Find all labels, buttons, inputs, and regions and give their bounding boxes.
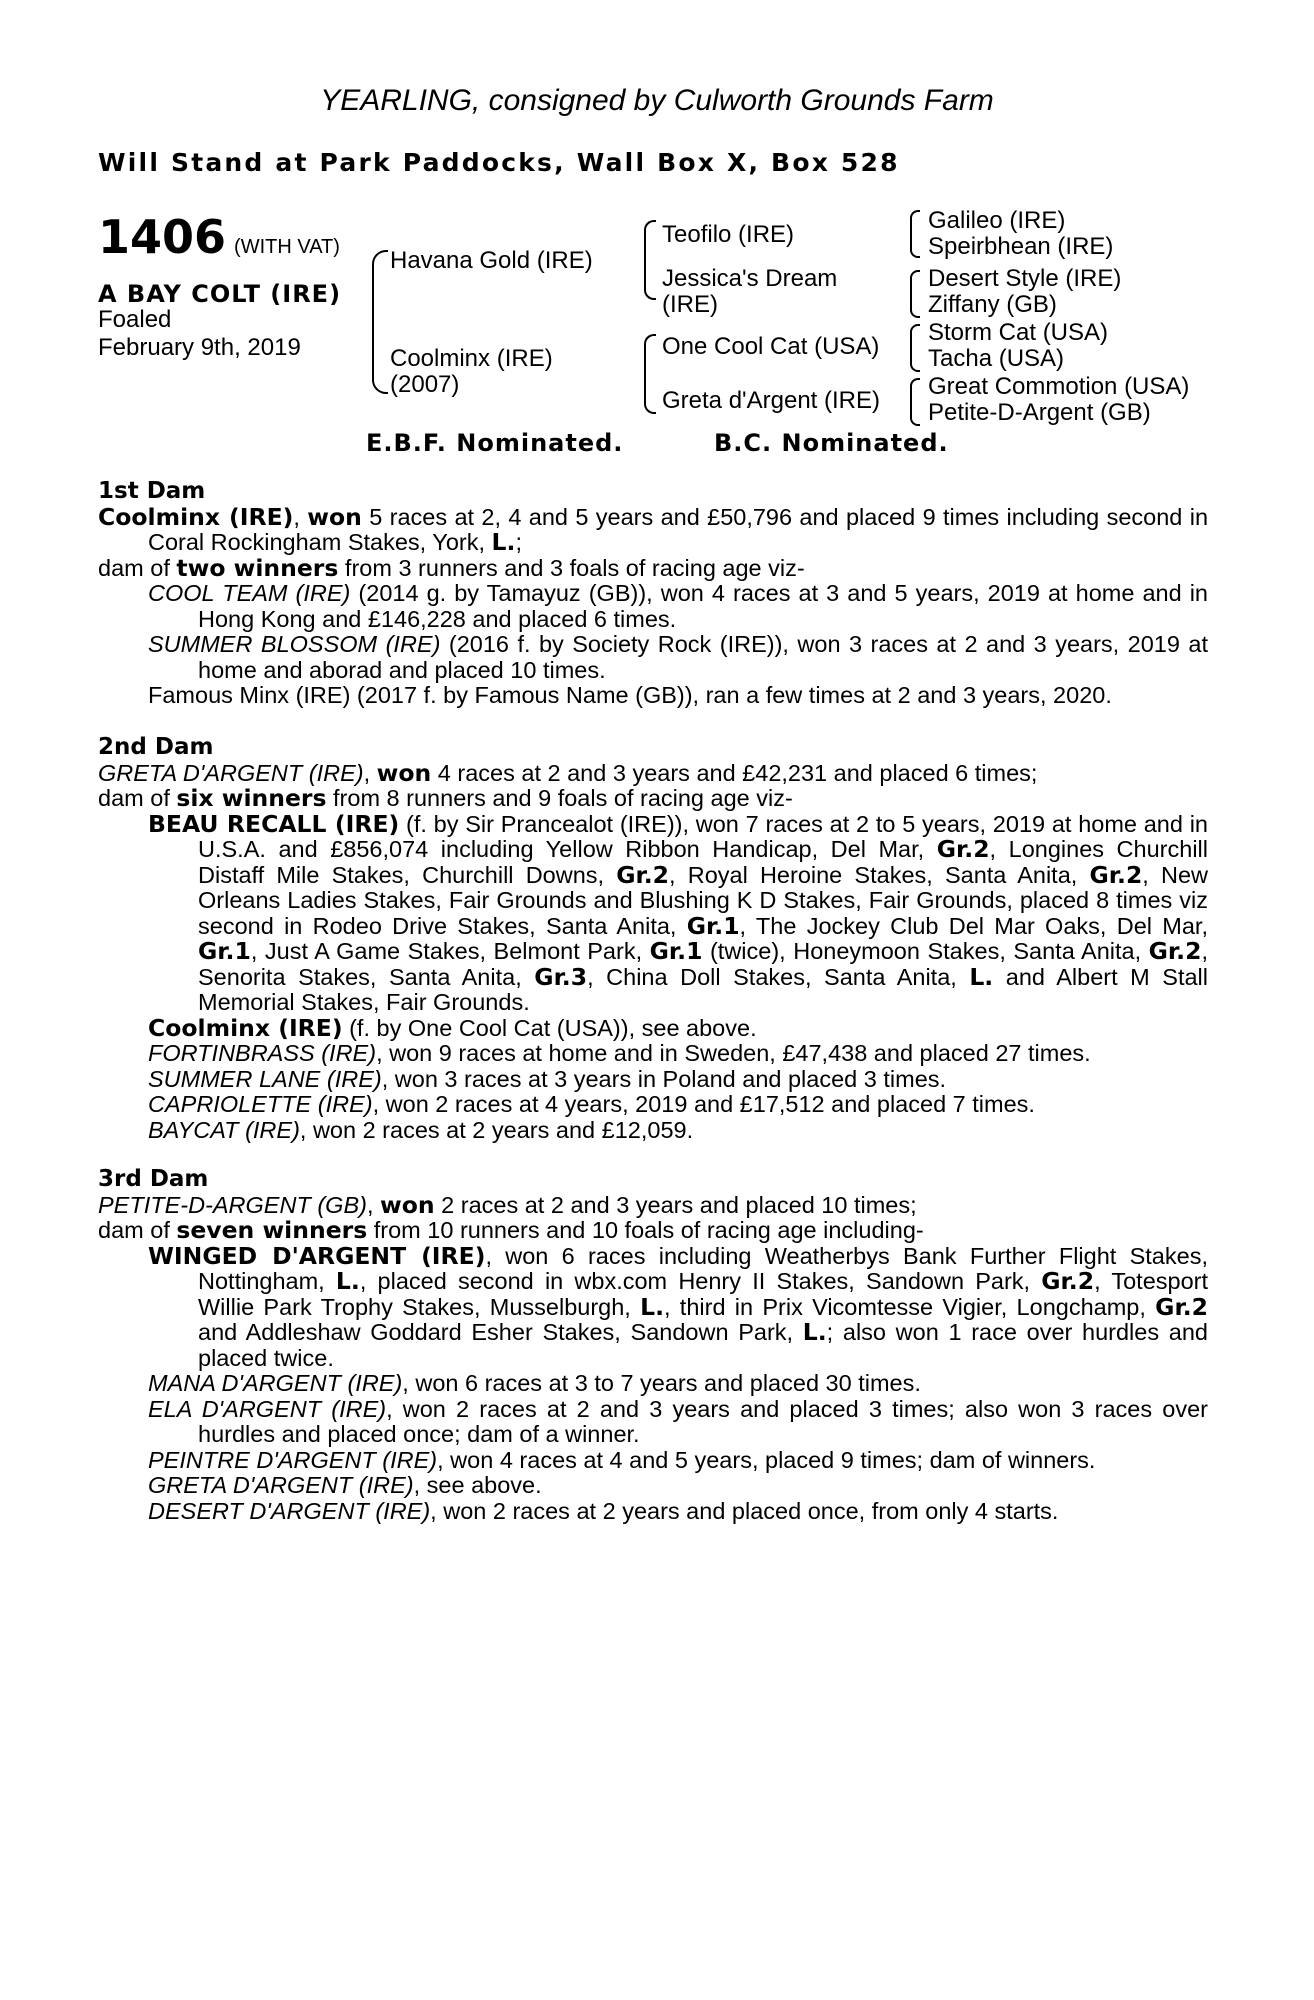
produce-text: , third in Prix Vicomtesse Vigier, Longchamp, (664, 1293, 1156, 1320)
second-dam-sep: , (363, 759, 377, 786)
third-dam-damof: dam of (98, 1217, 177, 1243)
third-dam-produce-greta (98, 1473, 1208, 1499)
first-dam-damof: dam of (98, 554, 177, 581)
lot-title: A BAY COLT (IRE) (98, 280, 342, 308)
ebf-nominated: E.B.F. Nominated. (366, 429, 624, 457)
first-dam-produce-1 (98, 581, 1208, 632)
grade: L. (335, 1267, 360, 1295)
first-dam-produce-2 (98, 632, 1208, 683)
second-dam-section (98, 735, 1208, 1143)
produce-text: , won 6 races at 3 to 7 years and placed 30 times. (402, 1370, 921, 1396)
pedigree-sire-dam-country: (IRE) (662, 291, 718, 318)
first-dam-name: Coolminx (IRE) (98, 502, 294, 531)
third-dam-produce-peintre (98, 1448, 1208, 1474)
third-dam-produce-ela (98, 1397, 1208, 1448)
produce-text: (twice), Honeymoon Stakes, Santa Anita, (702, 938, 1149, 964)
pedigree-g6: Tacha (USA) (928, 345, 1065, 372)
produce-name: MANA D'ARGENT (IRE) (148, 1370, 403, 1396)
second-dam-produce-summary (98, 786, 1208, 812)
third-dam-produce-summary (98, 1218, 1208, 1244)
grade: Gr.2 (936, 835, 990, 863)
produce-text: ; also won 1 race over hurdles and placed twice. (198, 1319, 1208, 1371)
produce-text: , see above. (413, 1472, 542, 1498)
produce-name: DESERT D'ARGENT (IRE) (148, 1497, 431, 1524)
second-dam-damof: dam of (98, 785, 177, 811)
second-dam-damof-rest: from 8 runners and 9 foals of racing age viz- (326, 785, 793, 811)
foaled-label: Foaled (98, 306, 172, 333)
pedigree-dam-sire: One Cool Cat (USA) (662, 333, 880, 360)
produce-text: Famous Minx (IRE) (2017 f. by Famous Name (GB)), ran a few times at 2 and 3 years, 2020. (148, 682, 1112, 708)
grade: Gr.1 (198, 937, 251, 965)
first-dam-section (98, 479, 1208, 709)
stand-location: Will Stand at Park Paddocks, Wall Box X, Box 528 (98, 148, 900, 177)
produce-text: , Royal Heroine Stakes, Santa Anita, (669, 861, 1090, 888)
third-dam-produce-desert (98, 1499, 1208, 1525)
produce-name: Coolminx (IRE) (148, 1013, 343, 1042)
brace-g4 (910, 378, 920, 426)
produce-text: , won 3 races at 3 years in Poland and placed 3 times. (381, 1065, 947, 1092)
produce-text: (f. by Sir Prancealot (IRE)), won 7 races at 2 to 5 years, 2019 at home and in U.S.A. and £856,074 including Yellow Ribbon Handicap, Del Mar, (198, 810, 1208, 862)
grade: Gr.2 (1155, 1292, 1208, 1321)
first-dam-text: 5 races at 2, 4 and 5 years and £50,796 and placed 9 times including second in Coral Rockingham Stakes, York, (148, 503, 1209, 555)
produce-name: SUMMER LANE (IRE) (148, 1065, 382, 1092)
first-dam-title: 1st Dam (98, 478, 206, 504)
foaled-date: February 9th, 2019 (98, 334, 301, 361)
produce-name: BEAU RECALL (IRE) (148, 809, 400, 838)
produce-text: and Albert M Stall Memorial Stakes, Fair Grounds. (198, 963, 1208, 1015)
second-dam-record (98, 758, 1208, 787)
produce-name: ELA D'ARGENT (IRE) (148, 1395, 387, 1422)
first-dam-text-end: ; (515, 529, 522, 555)
produce-text: (f. by One Cool Cat (USA)), see above. (342, 1014, 757, 1041)
grade: Gr.2 (1089, 860, 1143, 889)
pedigree-g1: Galileo (IRE) (928, 207, 1066, 234)
first-dam-listed: L. (491, 528, 516, 556)
produce-text: (2014 g. by Tamayuz (GB)), won 4 races at 3 and 5 years, 2019 at home and in Hong Kong and £146,228 and placed 6 times. (198, 580, 1208, 632)
produce-name: CAPRIOLETTE (IRE) (148, 1091, 373, 1117)
produce-text: , won 2 races at 2 years and £12,059. (299, 1116, 694, 1143)
produce-text: , placed second in wbx.com Henry II Stakes, Sandown Park, (359, 1268, 1042, 1294)
lot-vat: (WITH VAT) (234, 236, 340, 258)
pedigree-g2: Speirbhean (IRE) (928, 233, 1114, 260)
third-dam-name: PETITE-D-ARGENT (GB) (98, 1191, 367, 1218)
pedigree-g5: Storm Cat (USA) (928, 319, 1109, 346)
third-dam-winners: seven winners (176, 1216, 368, 1244)
second-dam-won: won (376, 758, 432, 787)
second-dam-text: 4 races at 2 and 3 years and £42,231 and placed 6 times; (431, 759, 1038, 786)
first-dam-produce-3 (98, 683, 1208, 709)
produce-text: , Senorita Stakes, Santa Anita, (198, 938, 1208, 990)
produce-name: GRETA D'ARGENT (IRE) (148, 1472, 414, 1498)
grade: Gr.2 (1148, 937, 1202, 965)
first-dam-winners: two winners (176, 553, 339, 582)
grade: Gr.1 (649, 937, 703, 965)
lot-heading (98, 210, 340, 264)
brace-g3 (910, 324, 920, 372)
grade: L. (969, 962, 994, 991)
third-dam-sep: , (366, 1191, 381, 1218)
pedigree-g7: Great Commotion (USA) (928, 373, 1190, 400)
produce-text: , Totesport Willie Park Trophy Stakes, Musselburgh, (198, 1268, 1209, 1320)
produce-name: PEINTRE D'ARGENT (IRE) (148, 1446, 438, 1473)
produce-text: , won 9 races at home and in Sweden, £47,438 and placed 27 times. (376, 1040, 1091, 1066)
produce-text: , China Doll Stakes, Santa Anita, (587, 963, 970, 990)
produce-text: , won 2 races at 2 years and placed once, from only 4 starts. (430, 1497, 1059, 1524)
second-dam-produce-fortinbrass (98, 1041, 1208, 1067)
brace-sire-parents (644, 220, 656, 300)
third-dam-record (98, 1190, 1208, 1219)
bc-nominated: B.C. Nominated. (714, 429, 949, 457)
grade: L. (802, 1318, 827, 1346)
produce-name: COOL TEAM (IRE) (148, 580, 351, 606)
first-dam-won: won (307, 502, 362, 531)
second-dam-winners: six winners (176, 784, 327, 812)
produce-text: , won 6 races including Weatherbys Bank Further Flight Stakes, Nottingham, (198, 1242, 1208, 1294)
produce-text: and Addleshaw Goddard Esher Stakes, Sandown Park, (198, 1319, 803, 1345)
third-dam-produce-mana (98, 1371, 1208, 1397)
produce-text: , The Jockey Club Del Mar Oaks, Del Mar, (739, 912, 1208, 939)
lot-number: 1406 (98, 210, 227, 264)
third-dam-damof-rest: from 10 runners and 10 foals of racing age including- (367, 1217, 924, 1243)
produce-text: , won 2 races at 4 years, 2019 and £17,512 and placed 7 times. (372, 1091, 1035, 1117)
pedigree-g3: Desert Style (IRE) (928, 265, 1122, 292)
first-dam-damof-rest: from 3 runners and 3 foals of racing age viz- (338, 554, 805, 581)
brace-g2 (910, 270, 920, 318)
pedigree-sire: Havana Gold (IRE) (390, 247, 593, 274)
produce-name: WINGED D'ARGENT (IRE) (148, 1241, 486, 1270)
second-dam-produce-summer-lane (98, 1067, 1208, 1093)
pedigree-dam: Coolminx (IRE) (390, 345, 553, 372)
first-dam-record: Coolminx (IRE), won 5 races at 2, 4 and 5 years and £50,796 and placed 9 times including second in Coral Rockingham Stakes, York, L.; (98, 502, 1209, 556)
grade: L. (640, 1292, 664, 1321)
second-dam-produce-capriolette (98, 1092, 1208, 1118)
third-dam-produce-winged (98, 1241, 1209, 1372)
second-dam-produce-beau (98, 809, 1208, 1016)
third-dam-won: won (380, 1190, 435, 1219)
brace-dam-parents (644, 334, 656, 414)
produce-text: , won 4 races at 4 and 5 years, placed 9 times; dam of winners. (437, 1446, 1096, 1473)
brace-g1 (910, 210, 920, 258)
pedigree-g4: Ziffany (GB) (928, 291, 1057, 318)
pedigree-g8: Petite-D-Argent (GB) (928, 399, 1151, 426)
brace-sire-dam (372, 250, 388, 394)
third-dam-section (98, 1167, 1208, 1524)
produce-name: SUMMER BLOSSOM (IRE) (148, 631, 441, 657)
first-dam-produce-summary (98, 553, 1208, 582)
second-dam-title: 2nd Dam (98, 734, 214, 760)
produce-text: (2016 f. by Society Rock (IRE)), won 3 races at 2 and 3 years, 2019 at home and aborad and placed 10 times. (198, 631, 1208, 683)
produce-text: , Just A Game Stakes, Belmont Park, (250, 938, 650, 964)
third-dam-title: 3rd Dam (98, 1166, 209, 1192)
pedigree-sire-dam: Jessica's Dream (662, 265, 838, 292)
second-dam-produce-coolminx (98, 1013, 1208, 1042)
consignment-header: YEARLING, consigned by Culworth Grounds Farm (320, 84, 994, 117)
grade: Gr.2 (616, 860, 670, 889)
produce-name: BAYCAT (IRE) (148, 1116, 300, 1143)
pedigree-dam-dam: Greta d'Argent (IRE) (662, 387, 880, 414)
pedigree-dam-year: (2007) (390, 371, 460, 398)
grade: Gr.2 (1041, 1267, 1095, 1295)
pedigree-sire-sire: Teofilo (IRE) (662, 221, 795, 248)
produce-name: FORTINBRASS (IRE) (148, 1040, 377, 1066)
third-dam-text: 2 races at 2 and 3 years and placed 10 times; (434, 1191, 917, 1218)
second-dam-name: GRETA D'ARGENT (IRE) (98, 759, 364, 786)
produce-text: , New Orleans Ladies Stakes, Fair Grounds and Blushing K D Stakes, Fair Grounds, placed 8 times viz second in Rodeo Drive Stakes, Santa Anita, (198, 861, 1208, 939)
foaled-info (98, 306, 338, 362)
produce-text: , won 2 races at 2 and 3 years and placed 3 times; also won 3 races over hurdles and placed once; dam of a winner. (198, 1395, 1208, 1447)
grade: Gr.1 (686, 911, 740, 940)
second-dam-produce-baycat (98, 1118, 1208, 1144)
produce-text: , Longines Churchill Distaff Mile Stakes, Churchill Downs, (198, 836, 1208, 888)
grade: Gr.3 (534, 962, 588, 991)
